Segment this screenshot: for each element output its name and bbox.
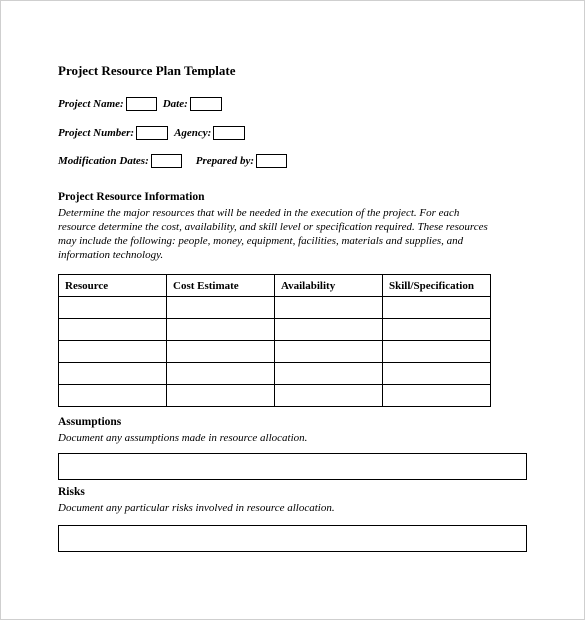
table-row (59, 319, 491, 341)
table-cell[interactable] (383, 319, 491, 341)
table-cell[interactable] (59, 385, 167, 407)
table-cell[interactable] (275, 363, 383, 385)
table-cell[interactable] (275, 297, 383, 319)
table-row (59, 363, 491, 385)
column-header-cost-estimate: Cost Estimate (167, 275, 275, 297)
table-cell[interactable] (59, 319, 167, 341)
column-header-skill-specification: Skill/Specification (383, 275, 491, 297)
resource-info-line: resource determine the cost, availability, and skill level or specification required. These resources (58, 221, 488, 233)
table-cell[interactable] (383, 363, 491, 385)
date-label: Date: (162, 98, 188, 110)
table-cell[interactable] (167, 319, 275, 341)
table-cell[interactable] (275, 341, 383, 363)
table-row (59, 297, 491, 319)
assumptions-description: Document any assumptions made in resource allocation. (58, 432, 308, 444)
table-cell[interactable] (59, 341, 167, 363)
table-cell[interactable] (167, 385, 275, 407)
table-row (59, 385, 491, 407)
resource-info-description (58, 206, 533, 262)
resource-info-line: may include the following: people, money, equipment, facilities, materials and supplies, and (58, 235, 464, 247)
table-cell[interactable] (275, 385, 383, 407)
column-header-resource: Resource (59, 275, 167, 297)
field-row-3 (58, 153, 293, 169)
field-row-2 (58, 125, 251, 141)
project-name-label: Project Name: (58, 98, 124, 110)
table-cell[interactable] (167, 341, 275, 363)
table-cell[interactable] (275, 319, 383, 341)
project-number-label: Project Number: (58, 127, 135, 139)
table-cell[interactable] (59, 363, 167, 385)
table-cell[interactable] (383, 297, 491, 319)
assumptions-heading: Assumptions (58, 416, 122, 428)
assumptions-field[interactable] (58, 453, 527, 480)
table-row (59, 341, 491, 363)
table-cell[interactable] (383, 341, 491, 363)
date-field[interactable] (190, 97, 222, 111)
modification-dates-label: Modification Dates: (58, 155, 149, 167)
resource-info-line: Determine the major resources that will be needed in the execution of the project. For each (58, 207, 460, 219)
risks-heading: Risks (58, 486, 85, 498)
agency-label: Agency: (174, 127, 212, 139)
risks-field[interactable] (58, 525, 527, 552)
table-cell[interactable] (167, 363, 275, 385)
table-cell[interactable] (383, 385, 491, 407)
field-row-1 (58, 96, 228, 112)
prepared-by-field[interactable] (256, 154, 287, 168)
resource-info-line: information technology. (58, 249, 164, 261)
table-header-row (59, 275, 491, 297)
agency-field[interactable] (213, 126, 245, 140)
project-number-field[interactable] (136, 126, 168, 140)
resource-info-heading: Project Resource Information (58, 191, 205, 203)
modification-dates-field[interactable] (151, 154, 182, 168)
table-cell[interactable] (167, 297, 275, 319)
project-name-field[interactable] (126, 97, 157, 111)
prepared-by-label: Prepared by: (195, 155, 255, 167)
table-cell[interactable] (59, 297, 167, 319)
page-title: Project Resource Plan Template (58, 63, 236, 78)
risks-description: Document any particular risks involved in resource allocation. (58, 502, 335, 514)
resource-table (58, 274, 491, 407)
column-header-availability: Availability (275, 275, 383, 297)
